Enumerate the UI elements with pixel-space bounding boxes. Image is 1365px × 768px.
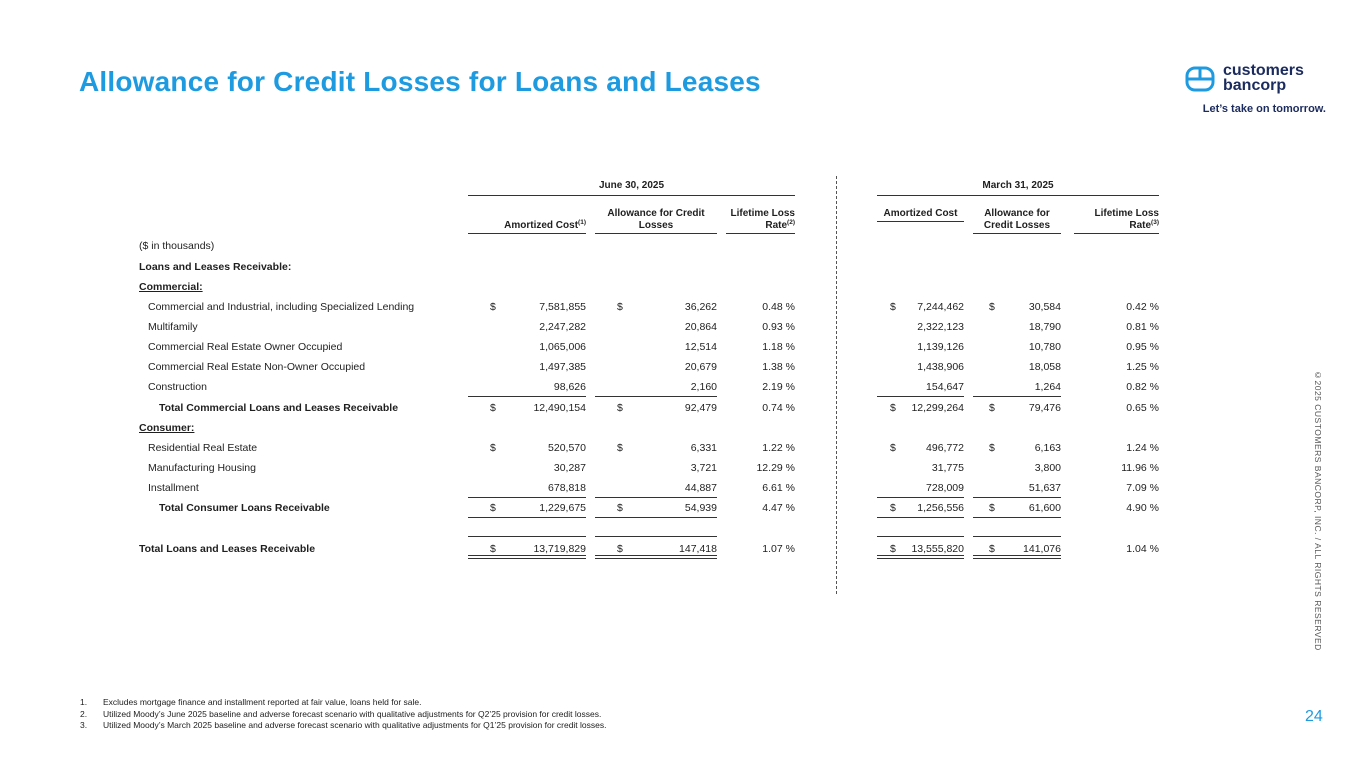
table-cell: 1,264 xyxy=(1034,381,1061,393)
underline-rule xyxy=(468,536,586,537)
table-cell: 1,256,556 xyxy=(917,502,964,514)
table-row xyxy=(0,478,1365,498)
col-header-allowance-jun: Allowance for Credit Losses xyxy=(595,208,717,234)
table-row xyxy=(0,458,1365,478)
page-number: 24 xyxy=(1305,708,1323,725)
table-cell: 6,163 xyxy=(1034,442,1061,454)
table-cell: 30,287 xyxy=(553,462,586,474)
table-cell: 1.25 % xyxy=(1126,361,1159,373)
row-label: Total Loans and Leases Receivable xyxy=(139,543,316,555)
table-cell: 4.47 % xyxy=(762,502,795,514)
currency-symbol: $ xyxy=(989,301,995,313)
table-cell: 0.81 % xyxy=(1126,321,1159,333)
table-cell: 7,581,855 xyxy=(539,301,586,313)
table-cell: 2,160 xyxy=(690,381,717,393)
table-cell: 30,584 xyxy=(1028,301,1061,313)
table-cell: 496,772 xyxy=(926,442,964,454)
currency-symbol: $ xyxy=(490,402,496,414)
table-cell: 1.18 % xyxy=(762,341,795,353)
table-row xyxy=(0,257,1365,277)
table-cell: 31,775 xyxy=(931,462,964,474)
table-cell: 10,780 xyxy=(1028,341,1061,353)
logo-line-2: bancorp xyxy=(1223,77,1287,94)
table-cell: 20,679 xyxy=(684,361,717,373)
table-cell: 520,570 xyxy=(548,442,586,454)
table-cell: 2.19 % xyxy=(762,381,795,393)
currency-symbol: $ xyxy=(490,442,496,454)
table-cell: 0.82 % xyxy=(1126,381,1159,393)
table-cell: 147,418 xyxy=(679,543,717,555)
table-cell: 98,626 xyxy=(553,381,586,393)
table-row xyxy=(0,377,1365,397)
col-header-amortized-cost-jun: Amortized Cost$^{(1)}$ xyxy=(468,220,586,234)
table-cell: 0.93 % xyxy=(762,321,795,333)
table-cell: 1,065,006 xyxy=(539,341,586,353)
currency-symbol: $ xyxy=(890,402,896,414)
row-label: Residential Real Estate xyxy=(148,442,258,454)
copyright-notice: ©2025 CUSTOMERS BANCORP, INC. / ALL RIGHTS RESERVED xyxy=(1313,370,1323,651)
row-label: Installment xyxy=(148,482,199,494)
row-label: Commercial Real Estate Owner Occupied xyxy=(148,341,343,353)
currency-symbol: $ xyxy=(617,301,623,313)
table-row xyxy=(0,236,1365,256)
table-cell: 54,939 xyxy=(684,502,717,514)
currency-symbol: $ xyxy=(989,543,995,555)
currency-symbol: $ xyxy=(989,402,995,414)
table-cell: 13,555,820 xyxy=(911,543,964,555)
row-label: Total Commercial Loans and Leases Receivable xyxy=(159,402,399,414)
table-cell: 36,262 xyxy=(684,301,717,313)
row-label: Manufacturing Housing xyxy=(148,462,256,474)
table-row xyxy=(0,317,1365,337)
table-cell: 1.22 % xyxy=(762,442,795,454)
table-cell: 3,800 xyxy=(1034,462,1061,474)
table-cell: 1,497,385 xyxy=(539,361,586,373)
footnote: 1. Excludes mortgage finance and installment reported at fair value, loans held for sale. xyxy=(80,697,422,707)
table-cell: 18,058 xyxy=(1028,361,1061,373)
table-cell: 13,719,829 xyxy=(533,543,586,555)
logo-line-1: customers xyxy=(1223,62,1304,79)
col-header-loss-rate-jun: Lifetime Loss Rate$^{(2)}$ xyxy=(726,208,795,234)
table-cell: 141,076 xyxy=(1023,543,1061,555)
row-label: Commercial and Industrial, including Specialized Lending xyxy=(148,301,415,313)
table-cell: 1,139,126 xyxy=(917,341,964,353)
currency-symbol: $ xyxy=(890,301,896,313)
table-cell: 6,331 xyxy=(690,442,717,454)
table-cell: 4.90 % xyxy=(1126,502,1159,514)
table-cell: 1.04 % xyxy=(1126,543,1159,555)
row-label: Commercial Real Estate Non-Owner Occupied xyxy=(148,361,366,373)
table-cell: 0.42 % xyxy=(1126,301,1159,313)
table-cell: 1.07 % xyxy=(762,543,795,555)
table-cell: 3,721 xyxy=(690,462,717,474)
table-cell: 12,490,154 xyxy=(533,402,586,414)
currency-symbol: $ xyxy=(490,543,496,555)
table-cell: 0.48 % xyxy=(762,301,795,313)
table-cell: 12.29 % xyxy=(756,462,795,474)
table-cell: 92,479 xyxy=(684,402,717,414)
row-label: Loans and Leases Receivable: xyxy=(139,261,292,273)
currency-symbol: $ xyxy=(890,502,896,514)
table-cell: 7.09 % xyxy=(1126,482,1159,494)
customers-logo-icon xyxy=(1185,66,1215,92)
col-header-amortized-cost-mar: Amortized Cost xyxy=(877,208,964,222)
group-header-march: March 31, 2025 xyxy=(877,180,1159,196)
currency-symbol: $ xyxy=(890,442,896,454)
col-header-allowance-mar: Allowance for Credit Losses xyxy=(973,208,1061,234)
table-cell: 0.95 % xyxy=(1126,341,1159,353)
currency-symbol: $ xyxy=(490,502,496,514)
currency-symbol: $ xyxy=(617,502,623,514)
underline-rule xyxy=(877,536,964,537)
currency-symbol: $ xyxy=(989,502,995,514)
group-header-june: June 30, 2025 xyxy=(468,180,795,196)
table-row xyxy=(0,277,1365,297)
table-cell: 44,887 xyxy=(684,482,717,494)
col-header-loss-rate-mar: Lifetime Loss Rate$^{(3)}$ xyxy=(1074,208,1159,234)
currency-symbol: $ xyxy=(617,402,623,414)
underline-rule xyxy=(973,536,1061,537)
table-cell: 12,299,264 xyxy=(911,402,964,414)
table-cell: 1,229,675 xyxy=(539,502,586,514)
row-label: Commercial: xyxy=(139,281,203,293)
row-label: Construction xyxy=(148,381,207,393)
table-cell: 678,818 xyxy=(548,482,586,494)
table-cell: 20,864 xyxy=(684,321,717,333)
table-cell: 0.65 % xyxy=(1126,402,1159,414)
row-label: Total Consumer Loans Receivable xyxy=(159,502,330,514)
footnote: 3. Utilized Moody’s March 2025 baseline and adverse forecast scenario with qualitative adjustments for Q1’25 provision for credit losses. xyxy=(80,720,607,730)
table-cell: 1.24 % xyxy=(1126,442,1159,454)
currency-symbol: $ xyxy=(890,543,896,555)
currency-symbol: $ xyxy=(617,442,623,454)
table-cell: 2,247,282 xyxy=(539,321,586,333)
table-cell: 6.61 % xyxy=(762,482,795,494)
underline-rule xyxy=(595,536,717,537)
table-row xyxy=(0,297,1365,317)
table-row xyxy=(0,498,1365,518)
row-label: Consumer: xyxy=(139,422,195,434)
table-cell: 7,244,462 xyxy=(917,301,964,313)
footnote: 2. Utilized Moody’s June 2025 baseline and adverse forecast scenario with qualitative adjustments for Q2’25 provision for credit losses. xyxy=(80,708,602,719)
table-cell: 11.96 % xyxy=(1121,462,1159,474)
table-row xyxy=(0,398,1365,418)
currency-symbol: $ xyxy=(989,442,995,454)
table-cell: 728,009 xyxy=(926,482,964,494)
table-cell: 61,600 xyxy=(1028,502,1061,514)
table-row xyxy=(0,357,1365,377)
table-cell: 1,438,906 xyxy=(917,361,964,373)
table-cell: 2,322,123 xyxy=(917,321,964,333)
footnotes xyxy=(80,697,606,732)
table-cell: 0.74 % xyxy=(762,402,795,414)
table-row xyxy=(0,539,1365,559)
currency-symbol: $ xyxy=(490,301,496,313)
table-cell: 18,790 xyxy=(1028,321,1061,333)
table-row xyxy=(0,337,1365,357)
table-cell: 12,514 xyxy=(684,341,717,353)
table-cell: 1.38 % xyxy=(762,361,795,373)
row-label: Multifamily xyxy=(148,321,198,333)
table-cell: 154,647 xyxy=(926,381,964,393)
row-label: ($ in thousands) xyxy=(139,240,215,252)
table-row xyxy=(0,418,1365,438)
page-title: Allowance for Credit Losses for Loans and Leases xyxy=(79,66,761,97)
currency-symbol: $ xyxy=(617,543,623,555)
table-row xyxy=(0,438,1365,458)
tagline: Let’s take on tomorrow. xyxy=(1202,103,1326,115)
table-cell: 79,476 xyxy=(1028,402,1061,414)
table-cell: 51,637 xyxy=(1028,482,1061,494)
